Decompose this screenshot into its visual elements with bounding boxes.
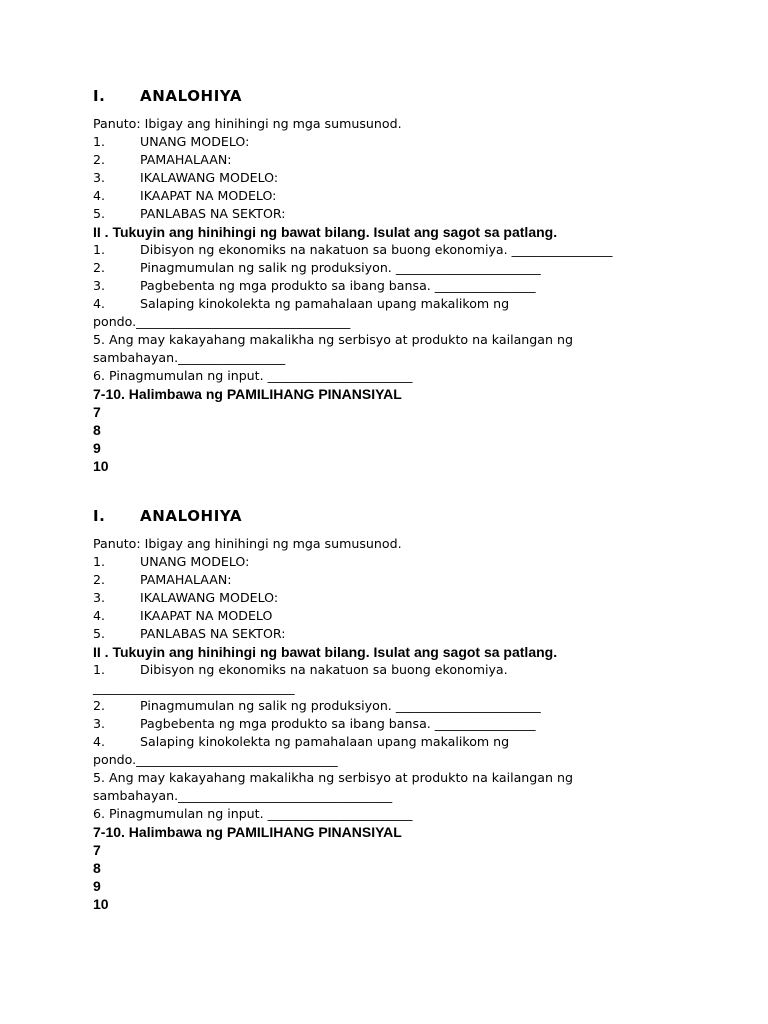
question-line: 6. Pinagmumulan ng input. _______________________	[93, 806, 413, 821]
list-item: 2. PAMAHALAAN:	[93, 152, 232, 167]
question-line: 4. Salaping kinokolekta ng pamahalaan upang makalikom ng	[93, 734, 510, 749]
answer-number: 10	[93, 458, 109, 474]
question-line: sambahayan._________________	[93, 350, 286, 365]
answer-number: 10	[93, 896, 109, 912]
list-item: 1. UNANG MODELO:	[93, 134, 250, 149]
list-item: 5. PANLABAS NA SEKTOR:	[93, 206, 286, 221]
question-line: pondo.________________________________	[93, 752, 338, 767]
instructions: Panuto: Ibigay ang hinihingi ng mga sumusunod.	[93, 536, 402, 551]
question-line: ________________________________	[93, 680, 295, 695]
question-line: 1. Dibisyon ng ekonomiks na nakatuon sa buong ekonomiya. ________________	[93, 242, 613, 257]
list-item: 3. IKALAWANG MODELO:	[93, 170, 279, 185]
list-item: 5. PANLABAS NA SEKTOR:	[93, 626, 286, 641]
heading-number: I.	[93, 507, 106, 525]
heading-title: ANALOHIYA	[140, 87, 243, 105]
part-3-title: 7-10. Halimbawa ng PAMILIHANG PINANSIYAL	[93, 824, 402, 840]
question-line: 3. Pagbebenta ng mga produkto sa ibang bansa. ________________	[93, 716, 536, 731]
question-line: 3. Pagbebenta ng mga produkto sa ibang bansa. ________________	[93, 278, 536, 293]
section-heading	[93, 505, 733, 527]
answer-number: 8	[93, 422, 101, 438]
answer-number: 7	[93, 842, 101, 858]
question-line: 5. Ang may kakayahang makalikha ng serbisyo at produkto na kailangan ng	[93, 332, 573, 347]
question-line: pondo.__________________________________	[93, 314, 351, 329]
section-heading	[93, 85, 733, 107]
list-item: 1. UNANG MODELO:	[93, 554, 250, 569]
question-line: 6. Pinagmumulan ng input. _______________________	[93, 368, 413, 383]
question-line: 5. Ang may kakayahang makalikha ng serbisyo at produkto na kailangan ng	[93, 770, 573, 785]
question-line: 1. Dibisyon ng ekonomiks na nakatuon sa buong ekonomiya.	[93, 662, 508, 677]
question-line: sambahayan.__________________________________	[93, 788, 393, 803]
answer-number: 9	[93, 878, 101, 894]
list-item: 4. IKAAPAT NA MODELO:	[93, 188, 277, 203]
part-2-title: II . Tukuyin ang hinihingi ng bawat bilang. Isulat ang sagot sa patlang.	[93, 644, 558, 660]
answer-number: 7	[93, 404, 101, 420]
question-line: 2. Pinagmumulan ng salik ng produksiyon. _______________________	[93, 260, 541, 275]
answer-number: 8	[93, 860, 101, 876]
part-2-title: II . Tukuyin ang hinihingi ng bawat bilang. Isulat ang sagot sa patlang.	[93, 224, 558, 240]
heading-number: I.	[93, 87, 106, 105]
list-item: 3. IKALAWANG MODELO:	[93, 590, 279, 605]
section-1	[93, 85, 733, 475]
section-2	[93, 505, 733, 913]
part-3-title: 7-10. Halimbawa ng PAMILIHANG PINANSIYAL	[93, 386, 402, 402]
question-line: 4. Salaping kinokolekta ng pamahalaan upang makalikom ng	[93, 296, 510, 311]
list-item: 2. PAMAHALAAN:	[93, 572, 232, 587]
instructions: Panuto: Ibigay ang hinihingi ng mga sumusunod.	[93, 116, 402, 131]
list-item: 4. IKAAPAT NA MODELO	[93, 608, 273, 623]
question-line: 2. Pinagmumulan ng salik ng produksiyon. _______________________	[93, 698, 541, 713]
answer-number: 9	[93, 440, 101, 456]
heading-title: ANALOHIYA	[140, 507, 243, 525]
